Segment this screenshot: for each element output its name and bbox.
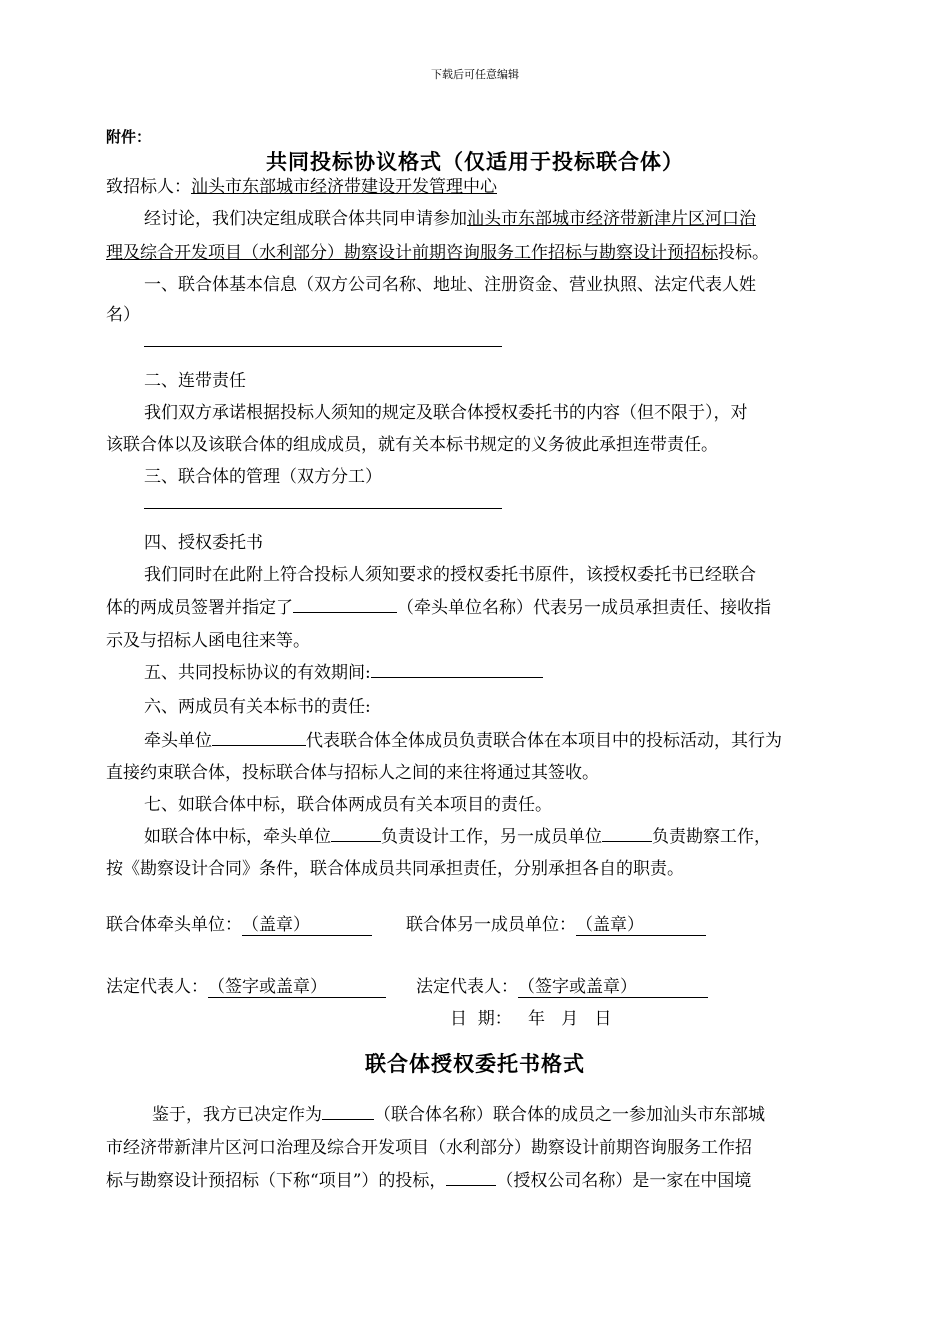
section-2-text-line1: 我们双方承诺根据投标人须知的规定及联合体授权委托书的内容（但不限于），对	[144, 403, 748, 423]
addressee-label: 致招标人：	[106, 177, 191, 197]
sig-lead-seal-text: （盖章）	[242, 915, 310, 935]
paragraph-intro-line1	[144, 204, 851, 229]
other-unit-blank	[602, 823, 652, 842]
rep2-sign-text: （签字或盖章）	[518, 977, 637, 997]
rep2-label: 法定代表人：	[416, 977, 518, 997]
text-span: 负责设计工作，另一成员单位	[381, 827, 602, 847]
section-4-text-line3: 示及与招标人函电往来等。	[106, 631, 310, 651]
sig-lead-seal	[242, 910, 372, 936]
section-4-heading: 四、授权委托书	[144, 533, 263, 553]
text-span: （授权公司名称）是一家在中国境	[496, 1171, 752, 1191]
section-1-heading: 一、联合体基本信息（双方公司名称、地址、注册资金、营业执照、法定代表人姓	[144, 275, 756, 295]
signature-other-unit	[406, 910, 706, 936]
section-7-text-line1	[144, 822, 771, 847]
consortium-name-blank	[322, 1101, 374, 1120]
attachment-label: 附件：	[106, 128, 152, 146]
section-4-text-line1: 我们同时在此附上符合投标人须知要求的授权委托书原件，该授权委托书已经联合	[144, 565, 756, 585]
section-6-text-line2: 直接约束联合体，投标联合体与招标人之间的来往将通过其签收。	[106, 763, 599, 783]
addressee-line	[106, 172, 497, 197]
text-span: 体的两成员签署并指定了	[106, 598, 293, 618]
section-6-heading: 六、两成员有关本标书的责任:	[144, 697, 371, 717]
section-title-authorization: 联合体授权委托书格式	[365, 1051, 585, 1076]
auth-text-line2: 市经济带新津片区河口治理及综合开发项目（水利部分）勘察设计前期咨询服务工作招	[106, 1138, 752, 1158]
section-6-text-line1	[144, 726, 782, 751]
project-name-part2: 理及综合开发项目（水利部分）勘察设计前期咨询服务工作招标与勘察设计预招标	[106, 243, 718, 263]
section-3-blank-line	[144, 508, 502, 509]
sig-lead-label: 联合体牵头单位：	[106, 915, 242, 935]
section-2-text-line2: 该联合体以及该联合体的组成成员，就有关本标书规定的义务彼此承担连带责任。	[106, 435, 718, 455]
addressee-value: 汕头市东部城市经济带建设开发管理中心	[191, 177, 497, 197]
auth-text-line3	[106, 1166, 751, 1191]
section-7-text-line2: 按《勘察设计合同》条件，联合体成员共同承担责任，分别承担各自的职责。	[106, 859, 684, 879]
project-name-part1: 汕头市东部城市经济带新津片区河口治	[467, 209, 756, 229]
text-span: （联合体名称）联合体的成员之一参加汕头市东部城	[374, 1105, 765, 1125]
section-7-heading: 七、如联合体中标，联合体两成员有关本项目的责任。	[144, 795, 552, 815]
text-span: 标与勘察设计预招标（下称“项目”）的投标，	[106, 1171, 447, 1191]
lead-unit-blank-3	[331, 823, 381, 842]
text-span: 负责勘察工作，	[652, 827, 771, 847]
sig-other-seal	[576, 910, 706, 936]
section-3-heading: 三、联合体的管理（双方分工）	[144, 467, 382, 487]
document-title: 共同投标协议格式（仅适用于投标联合体）	[266, 149, 684, 174]
section-1-blank-line	[144, 346, 502, 347]
section-5-heading	[144, 658, 543, 683]
legal-rep-2	[416, 972, 708, 998]
auth-text-line1	[152, 1100, 765, 1125]
section-2-heading: 二、连带责任	[144, 371, 246, 391]
rep1-sign-text: （签字或盖章）	[208, 977, 327, 997]
validity-label: 五、共同投标协议的有效期间:	[144, 663, 371, 683]
rep2-sign	[518, 972, 708, 998]
lead-unit-blank	[293, 594, 397, 613]
text-span: 如联合体中标，牵头单位	[144, 827, 331, 847]
validity-blank	[371, 659, 543, 678]
text-span: 代表联合体全体成员负责联合体在本项目中的投标活动，其行为	[306, 731, 782, 751]
signature-lead-unit	[106, 910, 372, 936]
date-line: 日 期： 年 月 日	[450, 1009, 612, 1029]
intro-end: 投标。	[718, 243, 769, 263]
page-header: 下载后可任意编辑	[431, 68, 519, 81]
company-name-blank	[446, 1167, 496, 1186]
section-4-text-line2	[106, 593, 771, 618]
text-span: 牵头单位	[144, 731, 212, 751]
sig-other-label: 联合体另一成员单位：	[406, 915, 576, 935]
rep1-label: 法定代表人：	[106, 977, 208, 997]
legal-rep-1	[106, 972, 386, 998]
text-span: （牵头单位名称）代表另一成员承担责任、接收指	[397, 598, 771, 618]
lead-unit-blank-2	[212, 727, 306, 746]
sig-other-seal-text: （盖章）	[576, 915, 644, 935]
text-span: 鉴于，我方已决定作为	[152, 1105, 322, 1125]
rep1-sign	[208, 972, 386, 998]
section-1-heading-cont: 名）	[106, 305, 140, 325]
paragraph-intro-line2	[106, 238, 769, 263]
intro-text: 经讨论，我们决定组成联合体共同申请参加	[144, 209, 467, 229]
